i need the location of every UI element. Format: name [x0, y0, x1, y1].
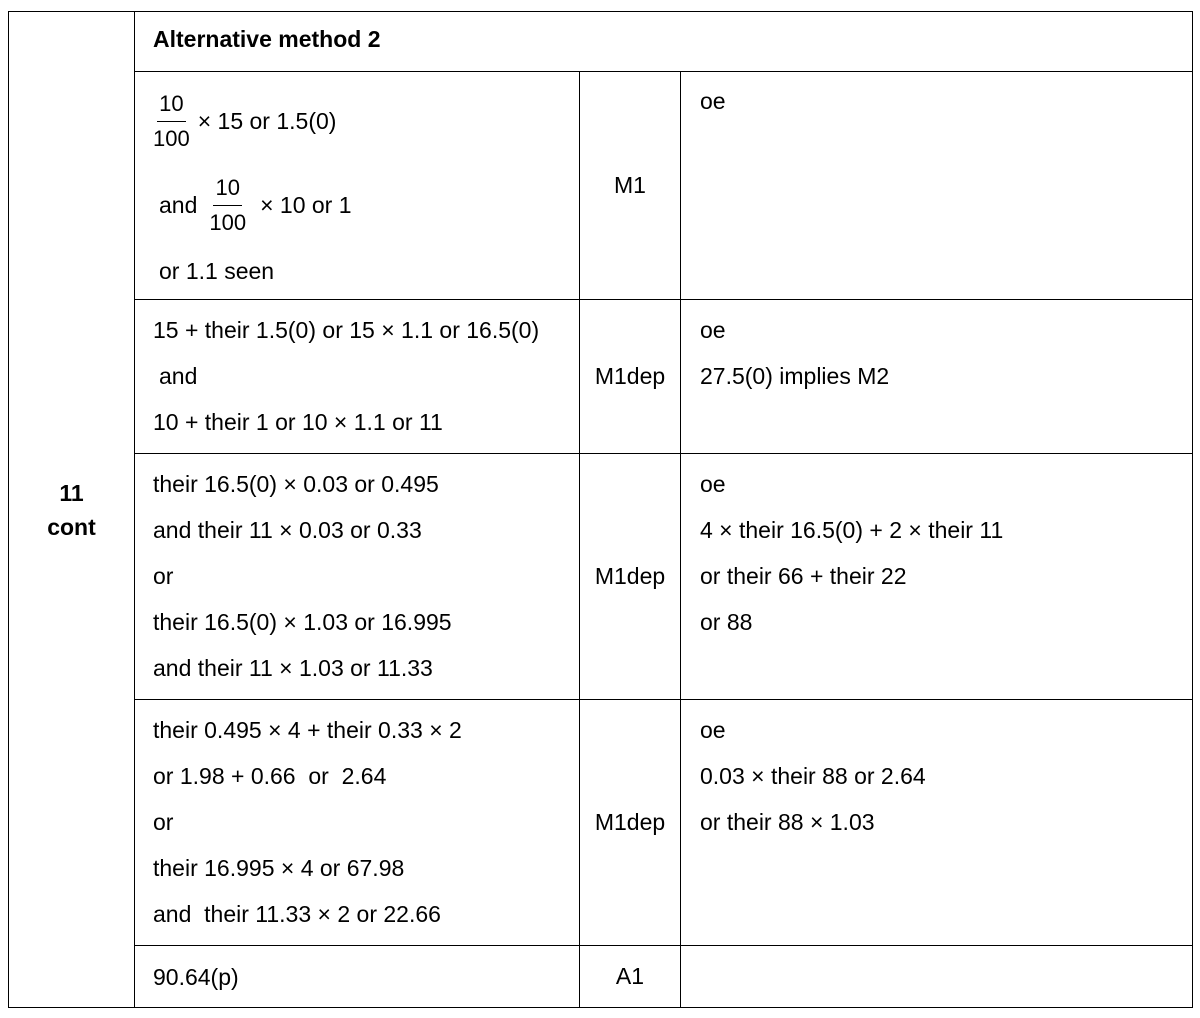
table-row: [9, 946, 1193, 1008]
final-answer: 90.64(p): [153, 963, 239, 990]
comment-line: or 88: [700, 609, 753, 635]
working-line: or: [153, 563, 174, 589]
question-suffix: cont: [47, 513, 96, 540]
working-cell: [135, 300, 580, 454]
working-line: and their 11.33 × 2 or 22.66: [153, 901, 441, 927]
table-row: [9, 700, 1193, 946]
comment-cell: [681, 454, 1193, 700]
method-header: Alternative method 2: [135, 12, 1193, 72]
comment-line: 0.03 × their 88 or 2.64: [700, 763, 926, 789]
header-row: [9, 12, 1193, 72]
comment-line: oe: [700, 717, 726, 743]
working-line: 15 + their 1.5(0) or 15 × 1.1 or 16.5(0): [153, 317, 540, 343]
question-number: 11: [59, 479, 84, 506]
fraction: [209, 171, 246, 240]
and-label: and: [159, 191, 198, 218]
fraction-line-1: [153, 86, 579, 156]
comment-line: oe: [700, 88, 726, 114]
working-line: or: [153, 809, 174, 835]
mark-cell: M1dep: [580, 454, 681, 700]
fraction-numerator: 10: [157, 87, 185, 122]
mark-cell: A1: [580, 946, 681, 1008]
working-text: × 15 or 1.5(0): [197, 107, 337, 134]
working-cell: [135, 454, 580, 700]
working-cell: [135, 946, 580, 1008]
table-row: [9, 72, 1193, 300]
mark-cell: M1: [580, 72, 681, 300]
fraction-denominator: 100: [153, 125, 190, 151]
working-line: or 1.98 + 0.66 or 2.64: [153, 763, 387, 789]
comment-cell: [681, 300, 1193, 454]
working-cell: [135, 72, 580, 300]
mark-cell: M1dep: [580, 700, 681, 946]
fraction-numerator: 10: [213, 171, 241, 206]
comment-cell: [681, 72, 1193, 300]
mark-cell: M1dep: [580, 300, 681, 454]
fraction: [153, 87, 190, 156]
fraction-line-2: [153, 156, 579, 254]
working-line: and: [159, 363, 198, 389]
working-line: their 16.995 × 4 or 67.98: [153, 855, 405, 881]
comment-line: or their 88 × 1.03: [700, 809, 875, 835]
working-line: and their 11 × 0.03 or 0.33: [153, 517, 422, 543]
question-number-cell: [9, 12, 135, 1008]
working-line: 10 + their 1 or 10 × 1.1 or 11: [153, 409, 443, 435]
comment-cell: [681, 946, 1193, 1008]
working-text: or 1.1 seen: [159, 258, 275, 284]
comment-line: 27.5(0) implies M2: [700, 363, 890, 389]
working-line: and their 11 × 1.03 or 11.33: [153, 655, 433, 681]
working-line: their 16.5(0) × 1.03 or 16.995: [153, 609, 452, 635]
table-row: [9, 454, 1193, 700]
comment-line: 4 × their 16.5(0) + 2 × their 11: [700, 517, 1004, 543]
table-row: [9, 300, 1193, 454]
comment-line: oe: [700, 471, 726, 497]
working-line: their 0.495 × 4 + their 0.33 × 2: [153, 717, 462, 743]
working-text: × 10 or 1: [260, 191, 352, 218]
comment-cell: [681, 700, 1193, 946]
working-line: their 16.5(0) × 0.03 or 0.495: [153, 471, 439, 497]
fraction-denominator: 100: [209, 209, 247, 235]
comment-line: oe: [700, 317, 726, 343]
comment-line: or their 66 + their 22: [700, 563, 907, 589]
working-cell: [135, 700, 580, 946]
mark-scheme-table: [8, 11, 1193, 1008]
